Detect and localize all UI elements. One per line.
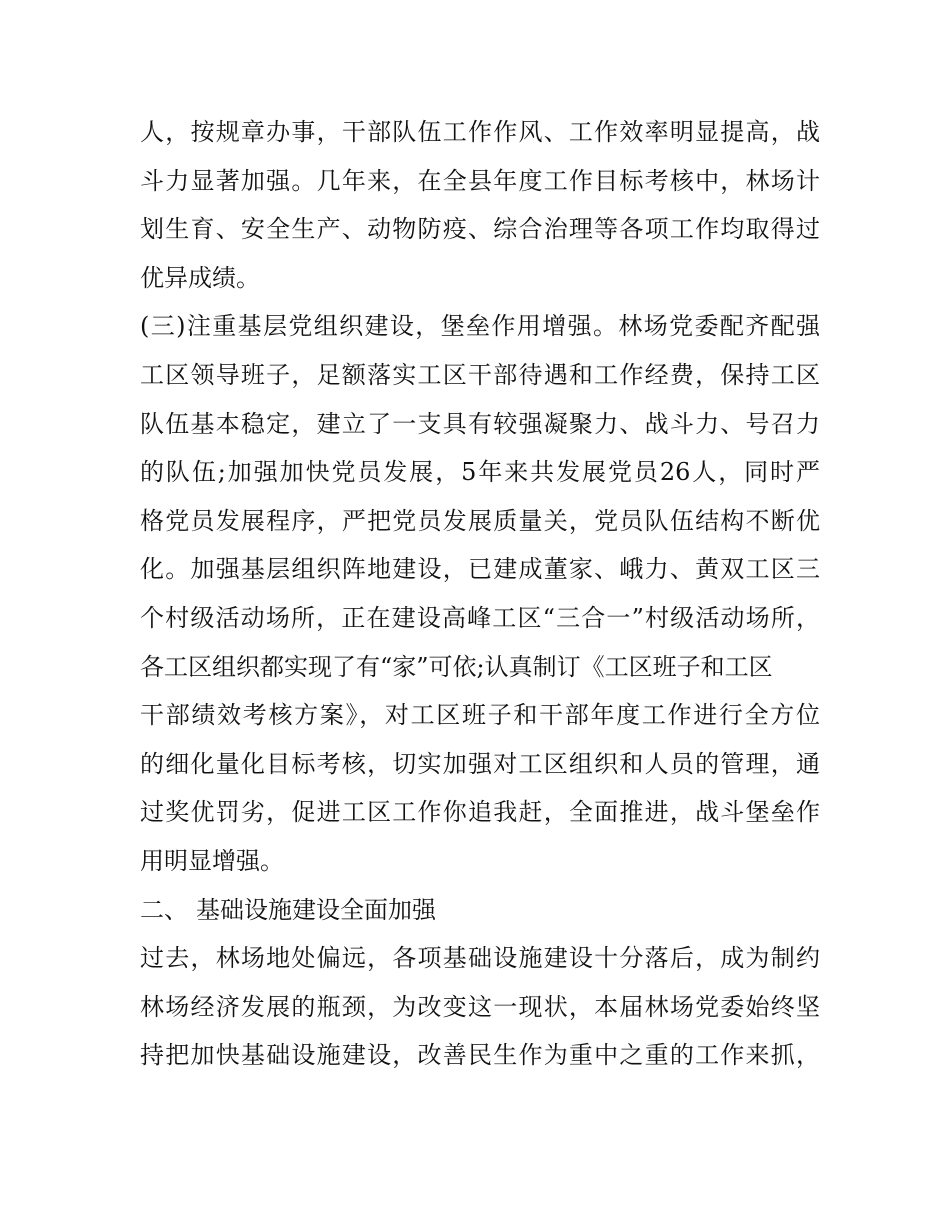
text-line: 人，按规章办事，干部队伍工作作风、工作效率明显提高，战	[140, 118, 820, 146]
text-line: (三)注重基层党组织建设，堡垒作用增强。林场党委配齐配强	[140, 312, 820, 341]
text-line: 林场经济发展的瓶颈，为改变这一现状，本届林场党委始终坚	[140, 992, 820, 1021]
section-number: 二、	[140, 895, 188, 924]
text-line: 过奖优罚劣，促进工区工作你追我赶，全面推进，战斗堡垒作	[140, 798, 820, 827]
text-line: 干部绩效考核方案》，对工区班子和干部年度工作进行全方位	[140, 701, 820, 730]
text-line: 斗力显著加强。几年来，在全县年度工作目标考核中，林场计	[140, 166, 820, 195]
text-line: 的细化量化目标考核，切实加强对工区组织和人员的管理，通	[140, 749, 820, 778]
text-line: 工区领导班子，足额落实工区干部待遇和工作经费，保持工区	[140, 360, 820, 389]
section-heading	[140, 886, 820, 935]
section-title: 基础设施建设全面加强	[196, 895, 436, 924]
text-line: 划生育、安全生产、动物防疫、综合治理等各项工作均取得过	[140, 215, 820, 244]
text-line: 用明显增强。	[140, 846, 284, 875]
text-line: 各工区组织都实现了有“家”可依;认真制订《工区班子和工区	[140, 652, 773, 681]
text-line: 过去，林场地处偏远，各项基础设施建设十分落后，成为制约	[140, 944, 820, 973]
text-line: 个村级活动场所，正在建设高峰工区“三合一”村级活动场所，	[140, 603, 820, 632]
text-line: 优异成绩。	[140, 263, 260, 292]
text-line: 的队伍;加强加快党员发展，5年来共发展党员26人，同时严	[140, 458, 820, 487]
text-line: 队伍基本稳定，建立了一支具有较强凝聚力、战斗力、号召力	[140, 409, 820, 438]
text-line: 持把加快基础设施建设，改善民生作为重中之重的工作来抓，	[140, 1041, 820, 1070]
body-text	[140, 108, 820, 1080]
text-line: 格党员发展程序，严把党员发展质量关，党员队伍结构不断优	[140, 506, 820, 535]
text-line: 化。加强基层组织阵地建设，已建成董家、峨力、黄双工区三	[140, 555, 820, 584]
